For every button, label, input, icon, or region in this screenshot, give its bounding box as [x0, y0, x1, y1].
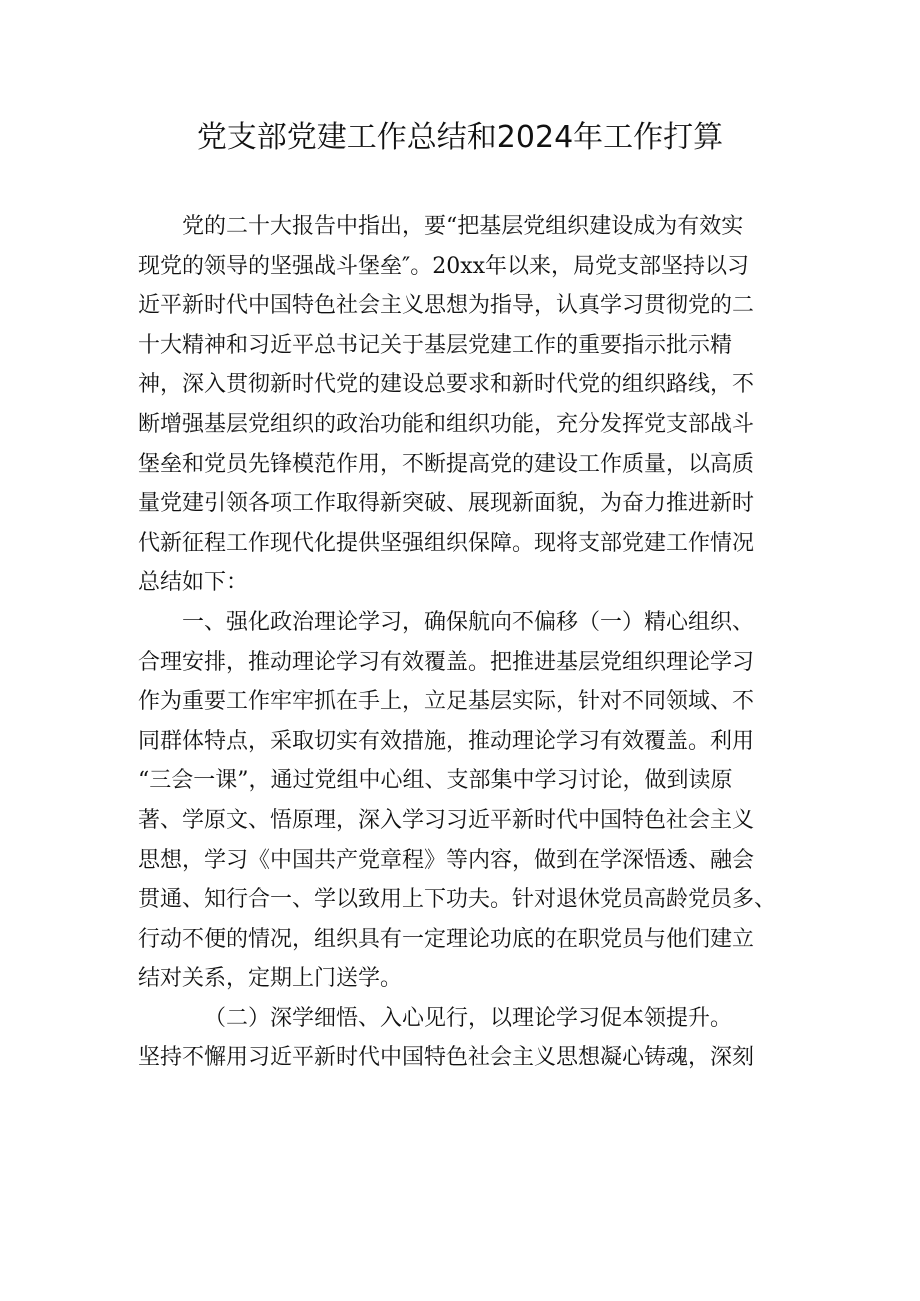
- paragraph-line: 十大精神和习近平总书记关于基层党建工作的重要指示批示精: [138, 332, 733, 358]
- section-heading-line: 一、强化政治理论学习，确保航向不偏移（一）精心组织、: [182, 609, 755, 635]
- paragraph-line: 同群体特点，采取切实有效措施，推动理论学习有效覆盖。利用: [138, 728, 755, 754]
- paragraph-line: 堡垒和党员先锋模范作用，不断提高党的建设工作质量，以高质: [138, 451, 755, 477]
- paragraph-line: 行动不便的情况，组织具有一定理论功底的在职党员与他们建立: [138, 926, 755, 952]
- paragraph-line: 作为重要工作牢牢抓在手上，立足基层实际，针对不同领域、不: [138, 689, 755, 715]
- paragraph-line: 合理安排，推动理论学习有效覆盖。把推进基层党组织理论学习: [138, 649, 755, 675]
- paragraph-line: 近平新时代中国特色社会主义思想为指导，认真学习贯彻党的二: [138, 293, 755, 319]
- paragraph-line: 神，深入贯彻新时代党的建设总要求和新时代党的组织路线，不: [138, 372, 755, 398]
- paragraph-line: 思想，学习《中国共产党章程》等内容，做到在学深悟透、融会: [138, 847, 755, 873]
- document-body: [138, 207, 788, 1078]
- paragraph-line: 量党建引领各项工作取得新突破、展现新面貌，为奋力推进新时: [138, 491, 755, 517]
- paragraph-line: 结对关系，定期上门送学。: [138, 966, 403, 992]
- subsection-heading-line: （二）深学细悟、入心见行，以理论学习促本领提升。: [204, 1005, 733, 1031]
- paragraph-line: 代新征程工作现代化提供坚强组织保障。现将支部党建工作情况: [138, 530, 755, 556]
- paragraph-line: 总结如下：: [138, 570, 249, 596]
- paragraph-line: 著、学原文、悟原理，深入学习习近平新时代中国特色社会主义: [138, 807, 755, 833]
- document-title: 党支部党建工作总结和2024年工作打算: [196, 120, 724, 155]
- paragraph-line: 断增强基层党组织的政治功能和组织功能，充分发挥党支部战斗: [138, 411, 755, 437]
- paragraph-line: 现党的领导的坚强战斗堡垒″。20xx年以来，局党支部坚持以习: [138, 253, 750, 279]
- paragraph-line: “三会一课”，通过党组中心组、支部集中学习讨论，做到读原: [138, 768, 733, 794]
- paragraph-line: 坚持不懈用习近平新时代中国特色社会主义思想凝心铸魂，深刻: [138, 1045, 755, 1071]
- paragraph-line: 贯通、知行合一、学以致用上下功夫。针对退休党员高龄党员多、: [138, 887, 777, 913]
- paragraph-line: 党的二十大报告中指出，要“把基层党组织建设成为有效实: [182, 214, 744, 239]
